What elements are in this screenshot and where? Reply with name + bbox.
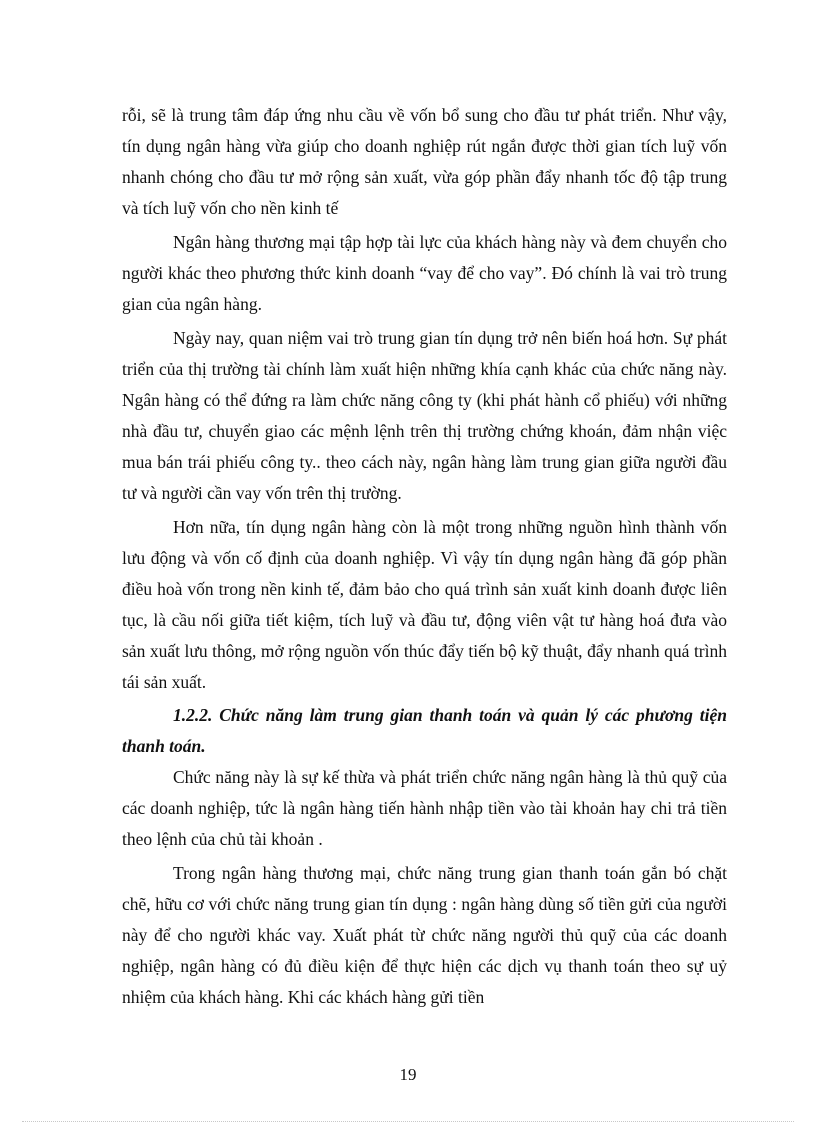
paragraph-intermediary-role: Ngân hàng thương mại tập hợp tài lực của khách hàng này và đem chuyển cho người khác theo phương thức kinh doanh “vay để cho vay”. Đó chính là vai trò trung gian của ngân hàng.	[122, 232, 727, 314]
paragraph-payment-function: Chức năng này là sự kế thừa và phát triển chức năng ngân hàng là thủ quỹ của các doanh nghiệp, tức là ngân hàng tiến hành nhập tiền vào tài khoản hay chi trả tiền theo lệnh của chủ tài khoản .	[122, 767, 727, 849]
paragraph-capital-sources: Hơn nữa, tín dụng ngân hàng còn là một trong những nguồn hình thành vốn lưu động và vốn cố định của doanh nghiệp. Vì vậy tín dụng ngân hàng đã góp phần điều hoà vốn trong nền kinh tế, đảm bảo cho quá trình sản xuất kinh doanh được liên tục, là cầu nối giữa tiết kiệm, tích luỹ và đầu tư, động viên vật tư hàng hoá đưa vào sản xuất lưu thông, mở rộng nguồn vốn thúc đẩy tiến bộ kỹ thuật, đẩy nhanh quá trình tái sản xuất.	[122, 517, 727, 692]
paragraph-credit-intermediary: Ngày nay, quan niệm vai trò trung gian tín dụng trở nên biến hoá hơn. Sự phát triển của thị trường tài chính làm xuất hiện những khía cạnh khác của chức năng này. Ngân hàng có thể đứng ra làm chức năng công ty (khi phát hành cổ phiếu) với những nhà đầu tư, chuyển giao các mệnh lệnh trên thị trường chứng khoán, đảm nhận việc mua bán trái phiếu công ty.. theo cách này, ngân hàng làm trung gian giữa người đầu tư và người cần vay vốn trên thị trường.	[122, 328, 727, 503]
page-number: 19	[399, 1065, 417, 1084]
paragraph-continuation: rỗi, sẽ là trung tâm đáp ứng nhu cầu về vốn bổ sung cho đầu tư phát triển. Như vậy, tín dụng ngân hàng vừa giúp cho doanh nghiệp rút ngắn được thời gian tích luỹ vốn nhanh chóng cho đầu tư mở rộng sản xuất, vừa góp phần đẩy nhanh tốc độ tập trung và tích luỹ vốn cho nền kinh tế	[122, 105, 727, 218]
section-heading: 1.2.2. Chức năng làm trung gian thanh toán và quản lý các phương tiện thanh toán.	[122, 705, 727, 756]
footer-divider	[22, 1121, 794, 1122]
paragraph-payment-credit-link: Trong ngân hàng thương mại, chức năng trung gian thanh toán gắn bó chặt chẽ, hữu cơ với chức năng trung gian tín dụng : ngân hàng dùng số tiền gửi của người này để cho người khác vay. Xuất phát từ chức năng người thủ quỹ của các doanh nghiệp, ngân hàng có đủ điều kiện để thực hiện các dịch vụ thanh toán theo sự uỷ nhiệm của khách hàng. Khi các khách hàng gửi tiền	[122, 863, 727, 1007]
body-text	[122, 100, 727, 1013]
